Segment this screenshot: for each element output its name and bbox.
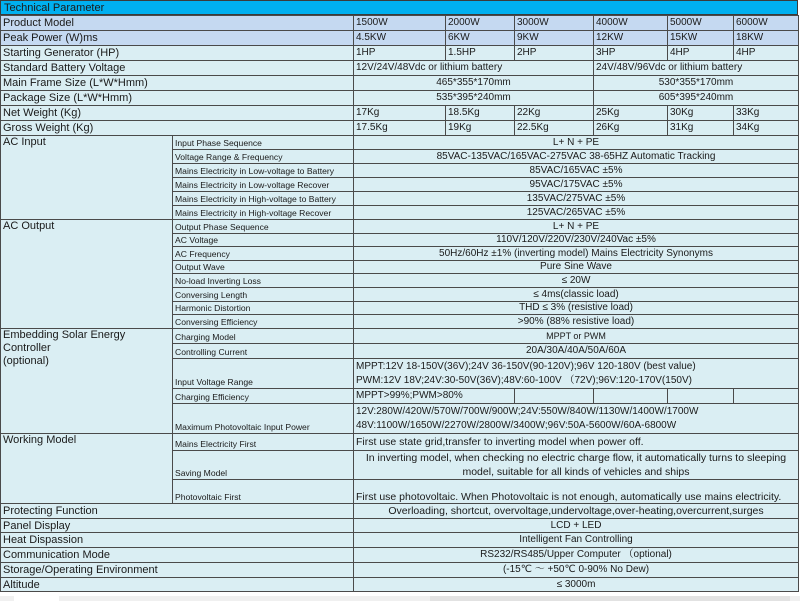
- value-cell: L+ N + PE: [354, 136, 799, 150]
- value-cell: MPPT or PWM: [354, 329, 799, 344]
- value-cell: ≤ 4ms(classic load): [354, 288, 799, 302]
- misc-row: [1, 548, 799, 563]
- ac-output-row: [1, 220, 799, 234]
- value-cell: [354, 404, 799, 434]
- value-cell: 24V/48V/96Vdc or lithium battery: [594, 61, 799, 76]
- value-line: 48V:1100W/1650W/2270W/2800W/3400W;96V:50A-5600W/60A-6800W: [356, 419, 677, 431]
- sub-label: Mains Electricity in Low-voltage Recover: [173, 178, 354, 192]
- model-cell: 6000W: [734, 16, 799, 31]
- row-main-frame-size: [1, 76, 799, 91]
- sub-label: Output Wave: [173, 261, 354, 274]
- row-label: Communication Mode: [1, 548, 354, 563]
- misc-row: [1, 563, 799, 578]
- value-cell: 20A/30A/40A/50A/60A: [354, 344, 799, 359]
- value-cell: Intelligent Fan Controlling: [354, 533, 799, 548]
- sub-label: AC Frequency: [173, 247, 354, 261]
- sub-label: Maximum Photovoltaic Input Power: [173, 404, 354, 434]
- value-cell: 1HP: [354, 46, 446, 61]
- sub-label: Conversing Length: [173, 288, 354, 302]
- value-cell: 605*395*240mm: [594, 91, 799, 106]
- value-cell: First use state grid,transfer to inverting model when power off.: [354, 434, 799, 451]
- value-cell: 17.5Kg: [354, 121, 446, 136]
- value-cell: 12V/24V/48Vdc or lithium battery: [354, 61, 594, 76]
- value-line: PWM:12V 18V;24V:30-50V(36V);48V:60-100V （72V);96V:120-170V(150V): [356, 374, 692, 386]
- value-cell: 125VAC/265VAC ±5%: [354, 206, 799, 220]
- value-cell: Overloading, shortcut, overvoltage,undervoltage,over-heating,overcurrent,surges: [354, 504, 799, 519]
- row-gross-weight: [1, 121, 799, 136]
- sub-label: Charging Efficiency: [173, 389, 354, 404]
- empty-cell: [515, 389, 594, 404]
- row-peak-power: [1, 31, 799, 46]
- working-model-row: [1, 434, 799, 451]
- sub-label: Mains Electricity First: [173, 434, 354, 451]
- empty-cell: [668, 389, 734, 404]
- value-cell: 85VAC-135VAC/165VAC-275VAC 38-65HZ Automatic Tracking: [354, 150, 799, 164]
- misc-row: [1, 504, 799, 519]
- value-cell: 465*355*170mm: [354, 76, 594, 91]
- value-cell: (-15℃ ～ +50℃ 0-90% No Dew): [354, 563, 799, 578]
- value-cell: 3HP: [594, 46, 668, 61]
- value-cell: 1.5HP: [446, 46, 515, 61]
- value-cell: ≤ 20W: [354, 274, 799, 288]
- model-cell: 1500W: [354, 16, 446, 31]
- sub-label: Output Phase Sequence: [173, 220, 354, 234]
- misc-row: [1, 533, 799, 548]
- value-cell: 135VAC/275VAC ±5%: [354, 192, 799, 206]
- group-label-line: (optional): [3, 355, 49, 367]
- value-cell: 22.5Kg: [515, 121, 594, 136]
- value-cell: 4HP: [734, 46, 799, 61]
- value-cell: 4.5KW: [354, 31, 446, 46]
- sub-label: Input Phase Sequence: [173, 136, 354, 150]
- value-cell: 95VAC/175VAC ±5%: [354, 178, 799, 192]
- sub-label: Mains Electricity in High-voltage to Battery: [173, 192, 354, 206]
- value-cell: [354, 359, 799, 389]
- row-label: Net Weight (Kg): [1, 106, 354, 121]
- row-product-model: [1, 16, 799, 31]
- ac-input-row: [1, 136, 799, 150]
- value-cell: 535*395*240mm: [354, 91, 594, 106]
- spec-table: [0, 15, 799, 592]
- row-label: Main Frame Size (L*W*Hmm): [1, 76, 354, 91]
- misc-row: [1, 519, 799, 533]
- value-cell: >90% (88% resistive load): [354, 315, 799, 329]
- group-label-line: Embedding Solar Energy Controller: [3, 329, 126, 354]
- row-label: Package Size (L*W*Hmm): [1, 91, 354, 106]
- empty-cell: [594, 389, 668, 404]
- sub-label: Saving Model: [173, 451, 354, 480]
- model-cell: 2000W: [446, 16, 515, 31]
- sub-label: Voltage Range & Frequency: [173, 150, 354, 164]
- row-label: Panel Display: [1, 519, 354, 533]
- group-label-ac-input: AC Input: [1, 136, 173, 220]
- value-cell: 18KW: [734, 31, 799, 46]
- value-cell: 4HP: [668, 46, 734, 61]
- model-cell: 5000W: [668, 16, 734, 31]
- solar-row: [1, 329, 799, 344]
- value-cell: 15KW: [668, 31, 734, 46]
- sub-label: Mains Electricity in High-voltage Recover: [173, 206, 354, 220]
- value-cell: 85VAC/165VAC ±5%: [354, 164, 799, 178]
- value-line: MPPT:12V 18-150V(36V);24V 36-150V(90-120V);96V 120-180V (best value): [356, 360, 696, 372]
- value-cell: 50Hz/60Hz ±1% (inverting model) Mains Electricity Synonyms: [354, 247, 799, 261]
- row-label: Altitude: [1, 578, 354, 592]
- row-label: Peak Power (W)ms: [1, 31, 354, 46]
- value-cell: 18.5Kg: [446, 106, 515, 121]
- value-cell: 33Kg: [734, 106, 799, 121]
- value-cell: 530*355*170mm: [594, 76, 799, 91]
- value-cell: L+ N + PE: [354, 220, 799, 234]
- sub-label: No-load Inverting Loss: [173, 274, 354, 288]
- value-cell: In inverting model, when checking no electric charge flow, it automatically turns to sleeping model, suitable for all kinds of vehicles and ships: [354, 451, 799, 480]
- value-cell: 17Kg: [354, 106, 446, 121]
- value-cell: 31Kg: [668, 121, 734, 136]
- value-cell: 34Kg: [734, 121, 799, 136]
- value-cell: 110V/120V/220V/230V/240Vac ±5%: [354, 234, 799, 247]
- sub-label: Input Voltage Range: [173, 359, 354, 389]
- empty-cell: [734, 389, 799, 404]
- row-net-weight: [1, 106, 799, 121]
- value-cell: RS232/RS485/Upper Computer （optional): [354, 548, 799, 563]
- value-cell: 12KW: [594, 31, 668, 46]
- sub-label: Controlling Current: [173, 344, 354, 359]
- sub-label: Harmonic Distortion: [173, 302, 354, 315]
- sub-label: AC Voltage: [173, 234, 354, 247]
- row-battery-voltage: [1, 61, 799, 76]
- value-cell: LCD + LED: [354, 519, 799, 533]
- group-label-solar: [1, 329, 173, 434]
- row-package-size: [1, 91, 799, 106]
- model-cell: 4000W: [594, 16, 668, 31]
- value-cell: 2HP: [515, 46, 594, 61]
- value-cell: THD ≤ 3% (resistive load): [354, 302, 799, 315]
- value-cell: 9KW: [515, 31, 594, 46]
- value-cell: 6KW: [446, 31, 515, 46]
- value-cell: MPPT>99%;PWM>80%: [354, 389, 515, 404]
- sub-label: Conversing Efficiency: [173, 315, 354, 329]
- value-cell: 30Kg: [668, 106, 734, 121]
- sub-label: Mains Electricity in Low-voltage to Battery: [173, 164, 354, 178]
- row-label: Heat Dispassion: [1, 533, 354, 548]
- value-cell: 25Kg: [594, 106, 668, 121]
- model-cell: 3000W: [515, 16, 594, 31]
- sheet-title: Technical Parameter: [0, 0, 798, 15]
- sub-label: Charging Model: [173, 329, 354, 344]
- row-label: Gross Weight (Kg): [1, 121, 354, 136]
- row-label: Standard Battery Voltage: [1, 61, 354, 76]
- sheet-tab[interactable]: [14, 596, 59, 601]
- row-label: Product Model: [1, 16, 354, 31]
- row-label: Storage/Operating Environment: [1, 563, 354, 578]
- row-label: Starting Generator (HP): [1, 46, 354, 61]
- value-cell: 26Kg: [594, 121, 668, 136]
- sub-label: Photovoltaic First: [173, 480, 354, 504]
- value-line: 12V:280W/420W/570W/700W/900W;24V:550W/840W/1130W/1400W/1700W: [356, 405, 699, 417]
- sheet-tab-bar: [0, 596, 800, 601]
- group-label-ac-output: AC Output: [1, 220, 173, 329]
- value-cell: ≤ 3000m: [354, 578, 799, 592]
- value-cell: 22Kg: [515, 106, 594, 121]
- row-label: Protecting Function: [1, 504, 354, 519]
- value-cell: Pure Sine Wave: [354, 261, 799, 274]
- misc-row: [1, 578, 799, 592]
- value-cell: First use photovoltaic. When Photovoltaic is not enough, automatically use mains electricity.: [354, 480, 799, 504]
- value-cell: 19Kg: [446, 121, 515, 136]
- group-label-working-model: Working Model: [1, 434, 173, 504]
- row-starting-generator: [1, 46, 799, 61]
- horizontal-scrollbar[interactable]: [430, 596, 790, 601]
